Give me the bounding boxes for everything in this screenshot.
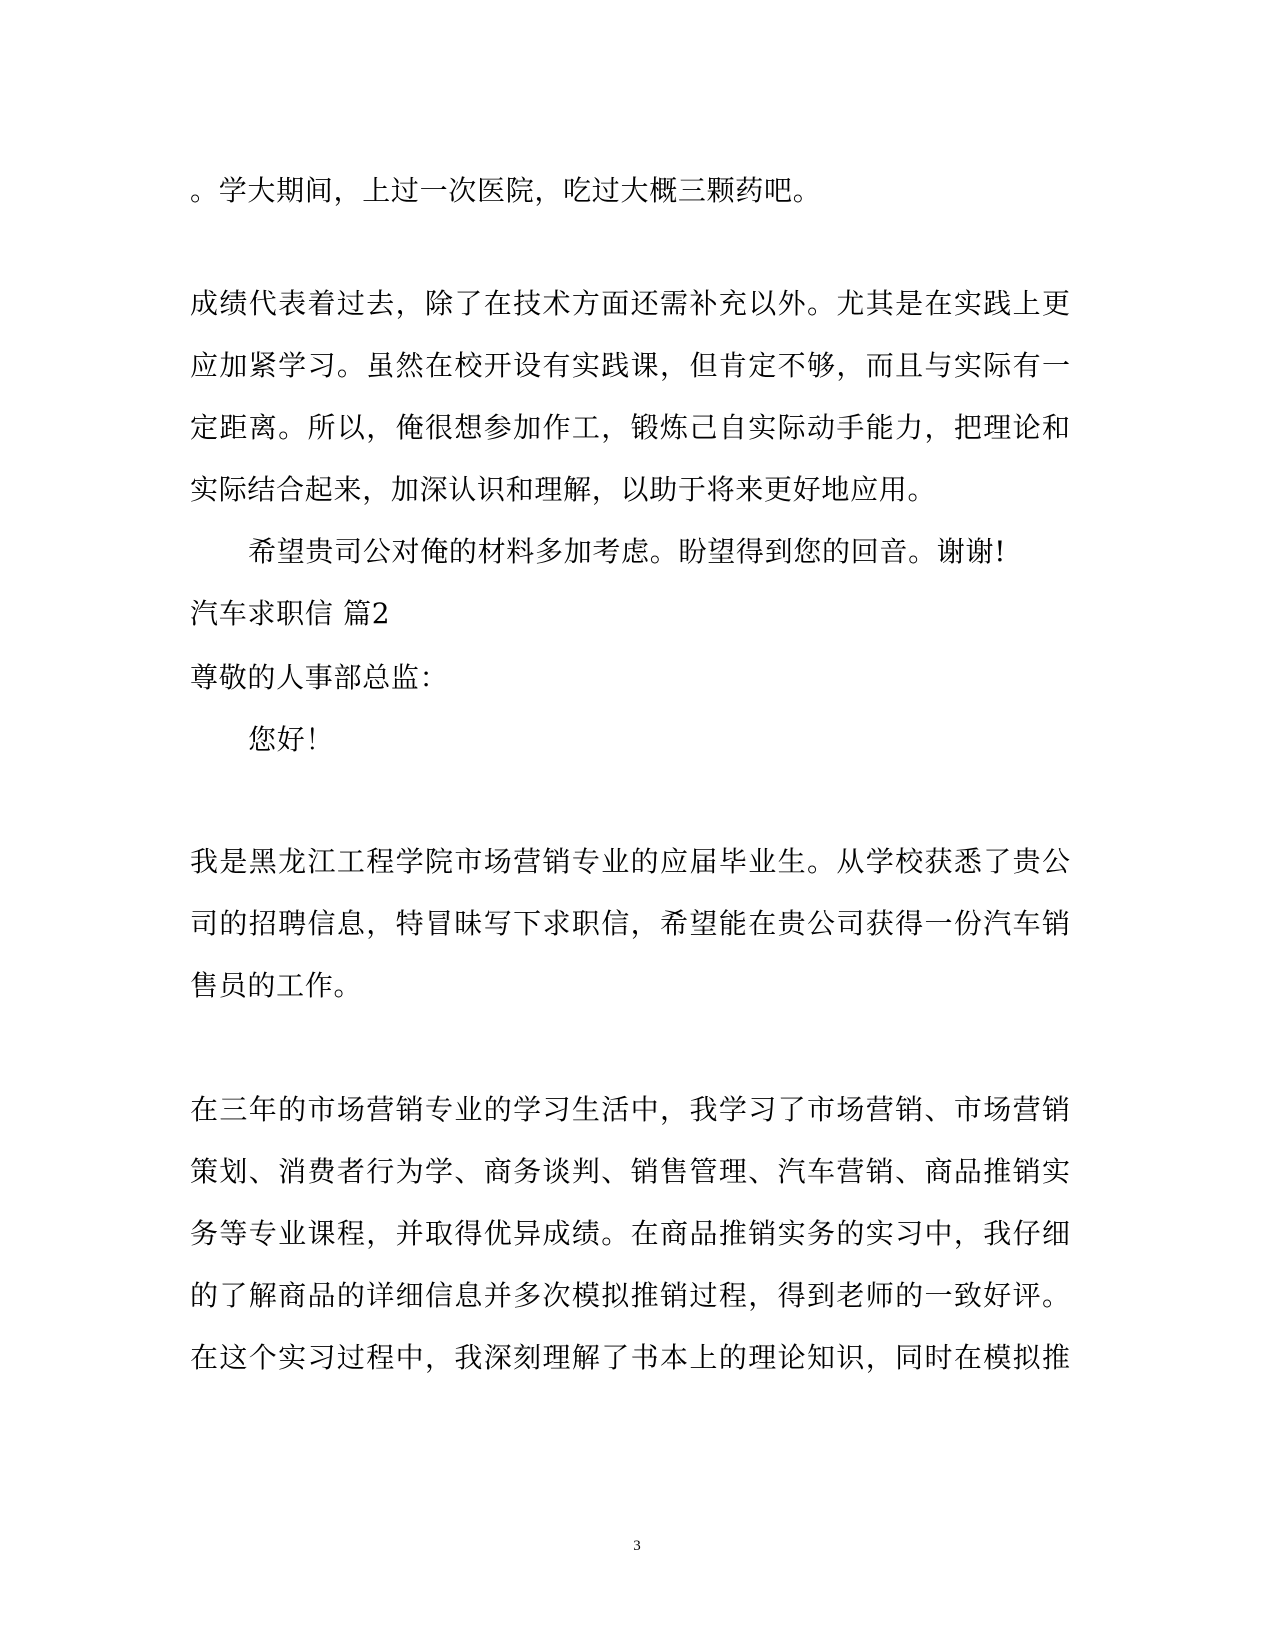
text-line: 希望贵司公对俺的材料多加考虑。盼望得到您的回音。谢谢!	[248, 535, 1007, 568]
text-line: 司的招聘信息，特冒昧写下求职信，希望能在贵公司获得一份汽车销	[190, 907, 1070, 940]
greeting: 您好！	[248, 723, 335, 756]
section-heading: 汽车求职信 篇2	[190, 597, 391, 630]
text-line: 策划、消费者行为学、商务谈判、销售管理、汽车营销、商品推销实	[190, 1155, 1070, 1188]
text-line: 的了解商品的详细信息并多次模拟推销过程，得到老师的一致好评。	[190, 1279, 1070, 1312]
text-line: 成绩代表着过去，除了在技术方面还需补充以外。尤其是在实践上更	[190, 287, 1070, 320]
text-line: 售员的工作。	[190, 969, 363, 1002]
text-line: 在三年的市场营销专业的学习生活中，我学习了市场营销、市场营销	[190, 1093, 1070, 1126]
salutation: 尊敬的人事部总监：	[190, 661, 449, 694]
text-line: 。学大期间，上过一次医院，吃过大概三颗药吧。	[190, 174, 822, 207]
page-number: 3	[633, 1538, 641, 1554]
text-line: 我是黑龙江工程学院市场营销专业的应届毕业生。从学校获悉了贵公	[190, 845, 1070, 878]
text-line: 务等专业课程，并取得优异成绩。在商品推销实务的实习中，我仔细	[190, 1217, 1070, 1250]
text-line: 在这个实习过程中，我深刻理解了书本上的理论知识，同时在模拟推	[190, 1341, 1070, 1374]
text-line: 应加紧学习。虽然在校开设有实践课，但肯定不够，而且与实际有一	[190, 349, 1070, 382]
text-line: 定距离。所以，俺很想参加作工，锻炼己自实际动手能力，把理论和	[190, 411, 1070, 444]
text-line: 实际结合起来，加深认识和理解，以助于将来更好地应用。	[190, 473, 937, 506]
